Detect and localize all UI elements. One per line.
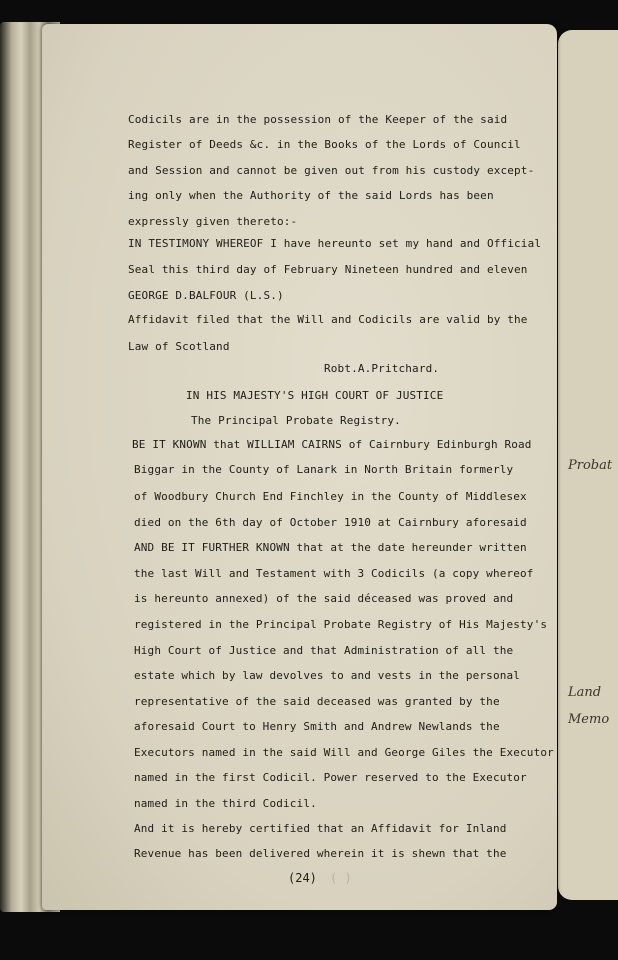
text-line: Affidavit filed that the Will and Codicils are valid by the — [128, 313, 528, 326]
text-line: aforesaid Court to Henry Smith and Andrew Newlands the — [134, 720, 500, 733]
page-number: (24) — [288, 871, 317, 885]
text-line: Executors named in the said Will and George Giles the Executor — [134, 746, 554, 759]
court-heading: IN HIS MAJESTY'S HIGH COURT OF JUSTICE — [186, 389, 444, 402]
facing-page — [558, 30, 618, 900]
text-line: named in the third Codicil. — [134, 797, 317, 810]
text-line: of Woodbury Church End Finchley in the County of Middlesex — [134, 490, 527, 503]
margin-note-probate: Probat — [568, 458, 613, 473]
signatory-name: Robt.A.Pritchard. — [324, 362, 440, 375]
document-page — [42, 24, 557, 910]
text-line: representative of the said deceased was granted by the — [134, 695, 500, 708]
margin-note-land: Land — [568, 685, 602, 700]
text-line: Register of Deeds &c. in the Books of the Lords of Council — [128, 138, 521, 151]
text-line: named in the first Codicil. Power reserved to the Executor — [134, 771, 527, 784]
ghost-page-number: ( ) — [330, 871, 352, 885]
text-line: estate which by law devolves to and vests in the personal — [134, 669, 521, 682]
text-line: died on the 6th day of October 1910 at Cairnbury aforesaid — [134, 516, 527, 529]
text-line: Seal this third day of February Nineteen hundred and eleven — [128, 263, 528, 276]
text-line: Codicils are in the possession of the Keeper of the said — [128, 113, 508, 126]
text-line: Law of Scotland — [128, 340, 230, 353]
text-line: is hereunto annexed) of the said déceased was proved and — [134, 592, 514, 605]
text-line: ing only when the Authority of the said Lords has been — [128, 189, 494, 202]
text-line: BE IT KNOWN that WILLIAM CAIRNS of Cairnbury Edinburgh Road — [132, 438, 532, 451]
text-line: High Court of Justice and that Administration of all the — [134, 644, 514, 657]
text-line: IN TESTIMONY WHEREOF I have hereunto set my hand and Official — [128, 237, 542, 250]
text-line: And it is hereby certified that an Affidavit for Inland — [134, 822, 507, 835]
text-line: Revenue has been delivered wherein it is shewn that the — [134, 847, 507, 860]
text-line: Biggar in the County of Lanark in North Britain formerly — [134, 463, 514, 476]
text-line: AND BE IT FURTHER KNOWN that at the date hereunder written — [134, 541, 527, 554]
text-line: the last Will and Testament with 3 Codicils (a copy whereof — [134, 567, 534, 580]
registry-heading: The Principal Probate Registry. — [191, 414, 401, 427]
text-line: registered in the Principal Probate Registry of His Majesty's — [134, 618, 548, 631]
text-line: and Session and cannot be given out from his custody except- — [128, 164, 535, 177]
text-line: expressly given thereto:- — [128, 215, 298, 228]
margin-note-memo: Memo — [568, 712, 610, 727]
signature-line: GEORGE D.BALFOUR (L.S.) — [128, 289, 284, 302]
